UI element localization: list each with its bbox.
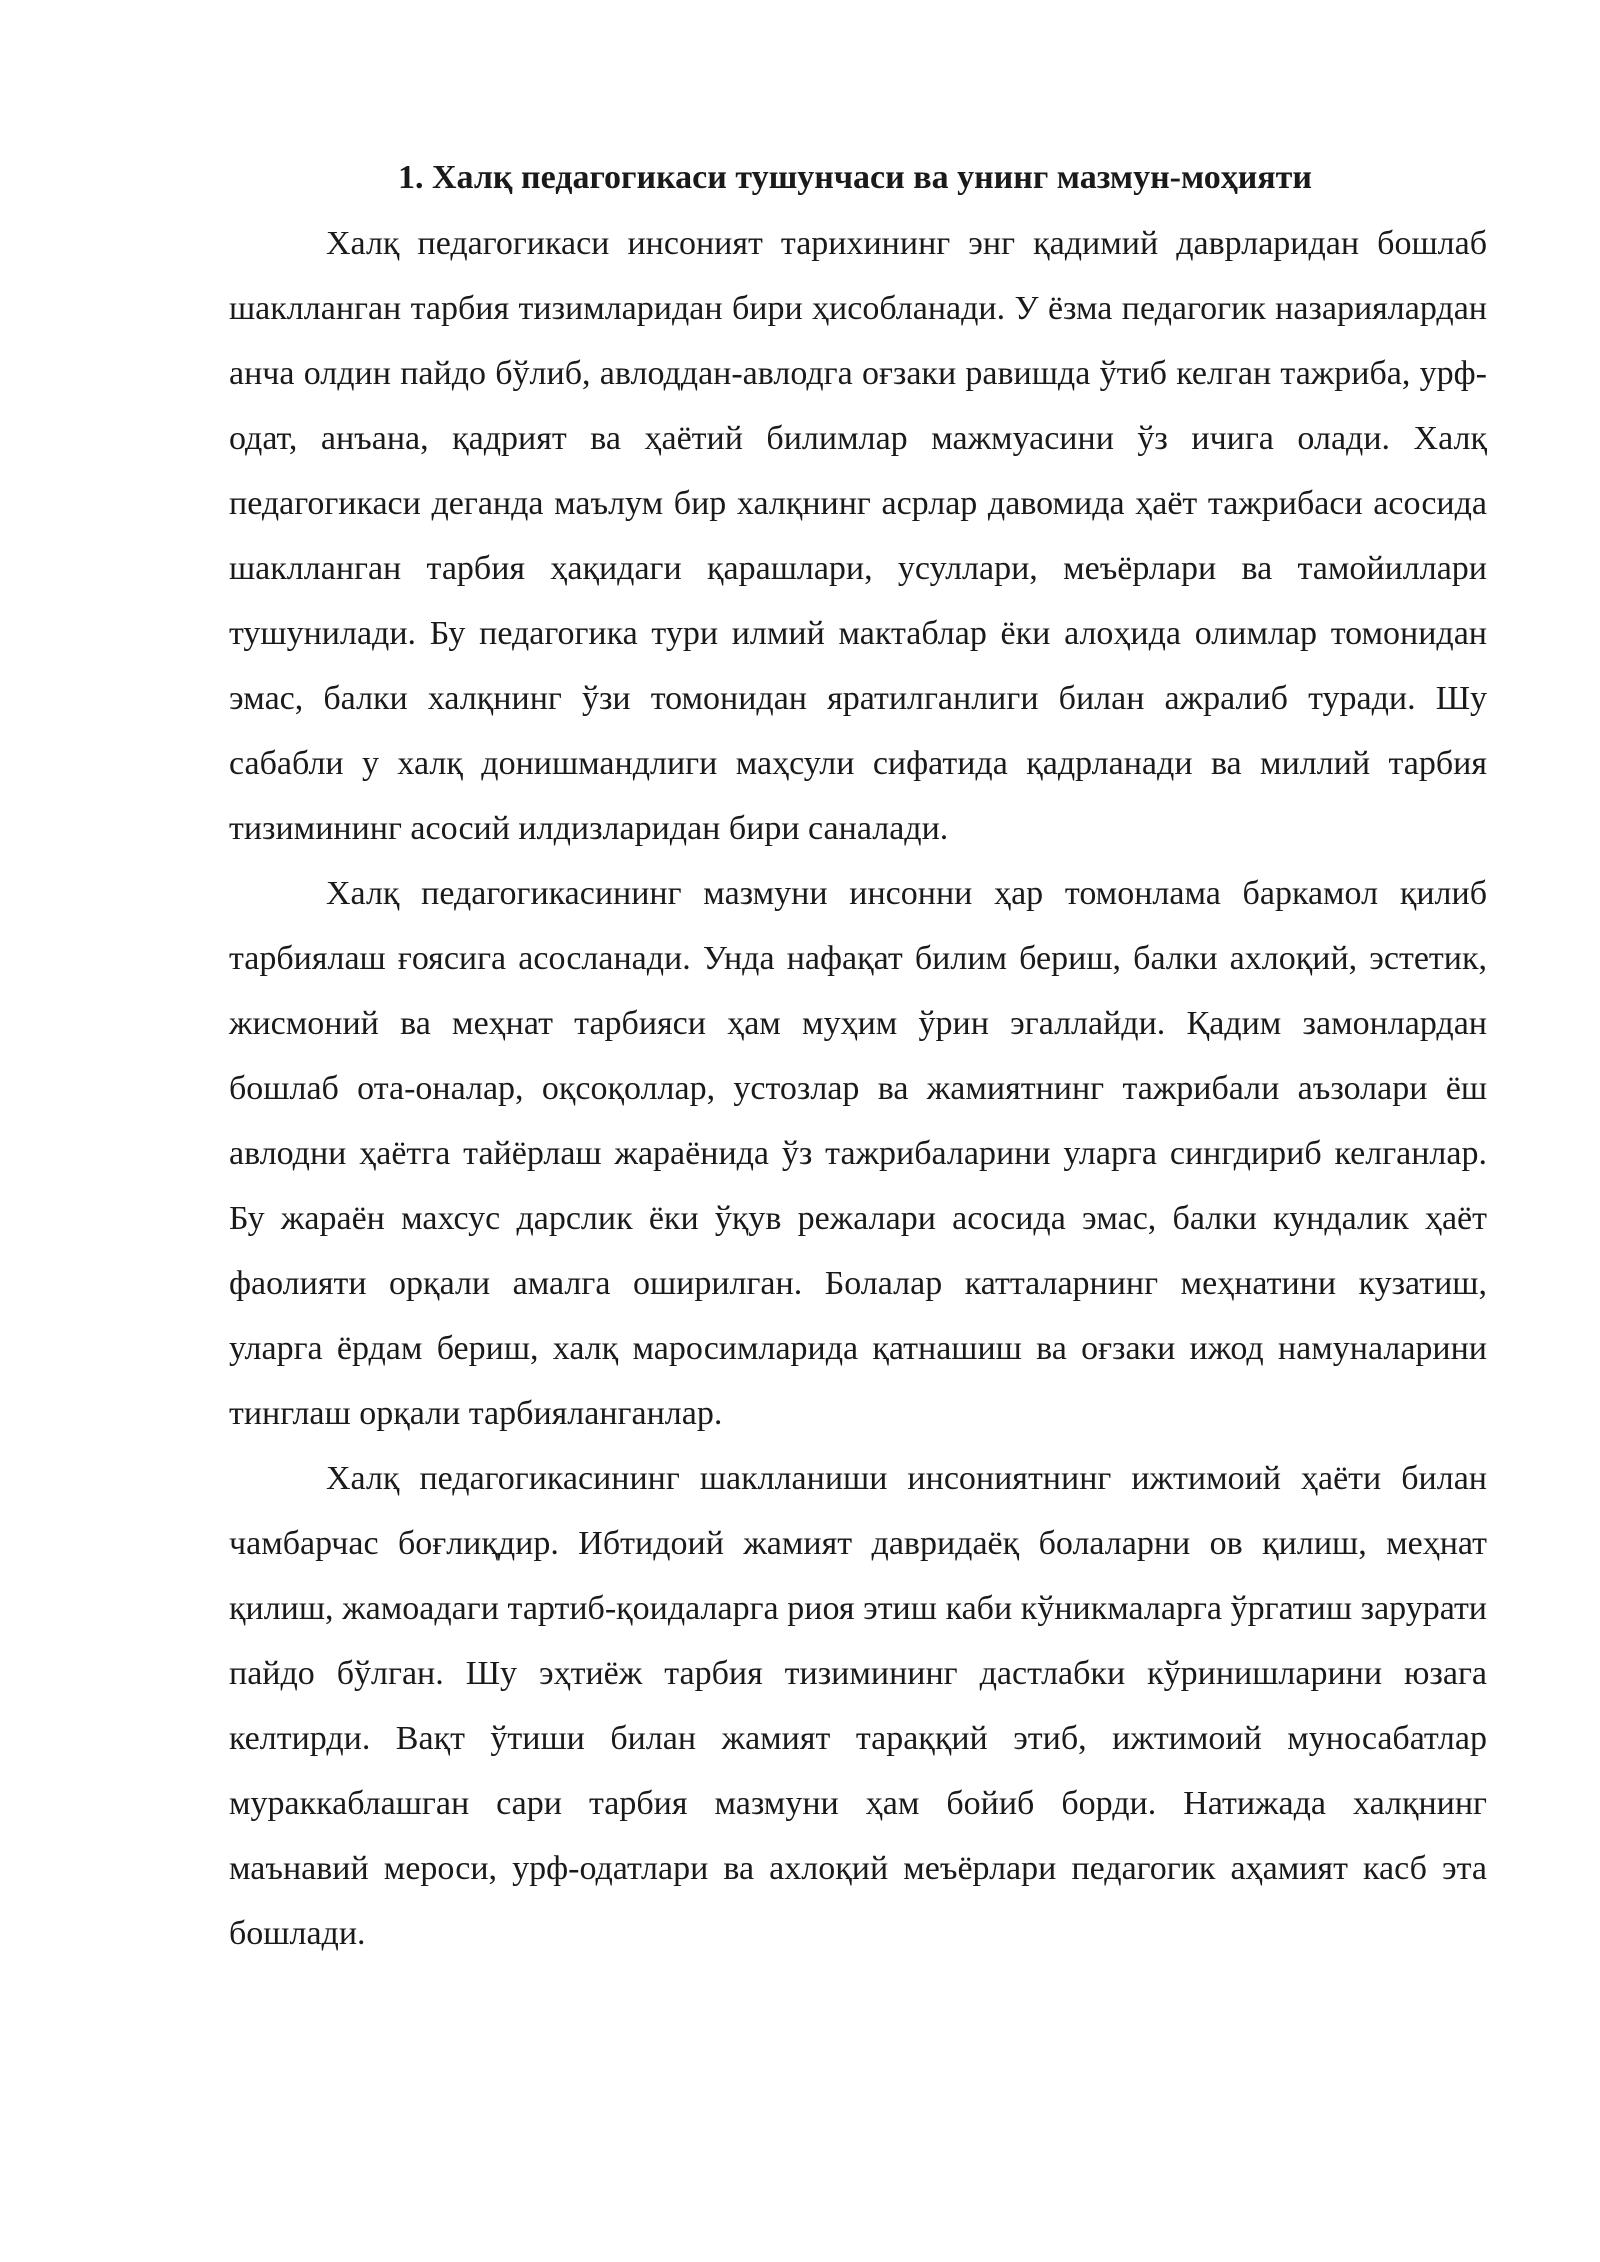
paragraph-3: Халқ педагогикасининг шаклланиши инсониятнинг ижтимоий ҳаёти билан чамбарчас боғлиқдир. Ибтидоий жамият давридаёқ болаларни ов қилиш, меҳнат қилиш, жамоадаги тартиб-қоидаларга риоя этиш каби кўникмаларга ўргатиш зарурати пайдо бўлган. Шу эҳтиёж тарбия тизимининг дастлабки кўринишларини юзага келтирди. Вақт ўтиши билан жамият тараққий этиб, ижтимоий муносабатлар мураккаблашган сари тарбия мазмуни ҳам бойиб борди. Натижада халқнинг маънавий мероси, урф-одатлари ва ахлоқий меъёрлари педагогик аҳамият касб эта бошлади.	[229, 1460, 1487, 1952]
paragraph-1: Халқ педагогикаси инсоният тарихининг энг қадимий даврларидан бошлаб шаклланган тарбия тизимларидан бири ҳисобланади. У ёзма педагогик назариялардан анча олдин пайдо бўлиб, авлоддан-авлодга оғзаки равишда ўтиб келган тажриба, урф-одат, анъана, қадрият ва ҳаётий билимлар мажмуасини ўз ичига олади. Халқ педагогикаси деганда маълум бир халқнинг асрлар давомида ҳаёт тажрибаси асосида шаклланган тарбия ҳақидаги қарашлари, усуллари, меъёрлари ва тамойиллари тушунилади. Бу педагогика тури илмий мактаблар ёки алоҳида олимлар томонидан эмас, балки халқнинг ўзи томонидан яратилганлиги билан ажралиб туради. Шу сабабли у халқ донишмандлиги маҳсули сифатида қадрланади ва миллий тарбия тизимининг асосий илдизларидан бири саналади.	[229, 225, 1487, 847]
document-page	[229, 148, 1487, 1966]
paragraph-2: Халқ педагогикасининг мазмуни инсонни ҳар томонлама баркамол қилиб тарбиялаш ғоясига асосланади. Унда нафақат билим бериш, балки ахлоқий, эстетик, жисмоний ва меҳнат тарбияси ҳам муҳим ўрин эгаллайди. Қадим замонлардан бошлаб ота-оналар, оқсоқоллар, устозлар ва жамиятнинг тажрибали аъзолари ёш авлодни ҳаётга тайёрлаш жараёнида ўз тажрибаларини уларга сингдириб келганлар. Бу жараён махсус дарслик ёки ўқув режалари асосида эмас, балки кундалик ҳаёт фаолияти орқали амалга оширилган. Болалар катталарнинг меҳнатини кузатиш, уларга ёрдам бериш, халқ маросимларида қатнашиш ва оғзаки ижод намуналарини тинглаш орқали тарбияланганлар.	[229, 875, 1487, 1432]
section-heading: 1. Халқ педагогикаси тушунчаси ва унинг мазмун-моҳияти	[398, 159, 1312, 196]
